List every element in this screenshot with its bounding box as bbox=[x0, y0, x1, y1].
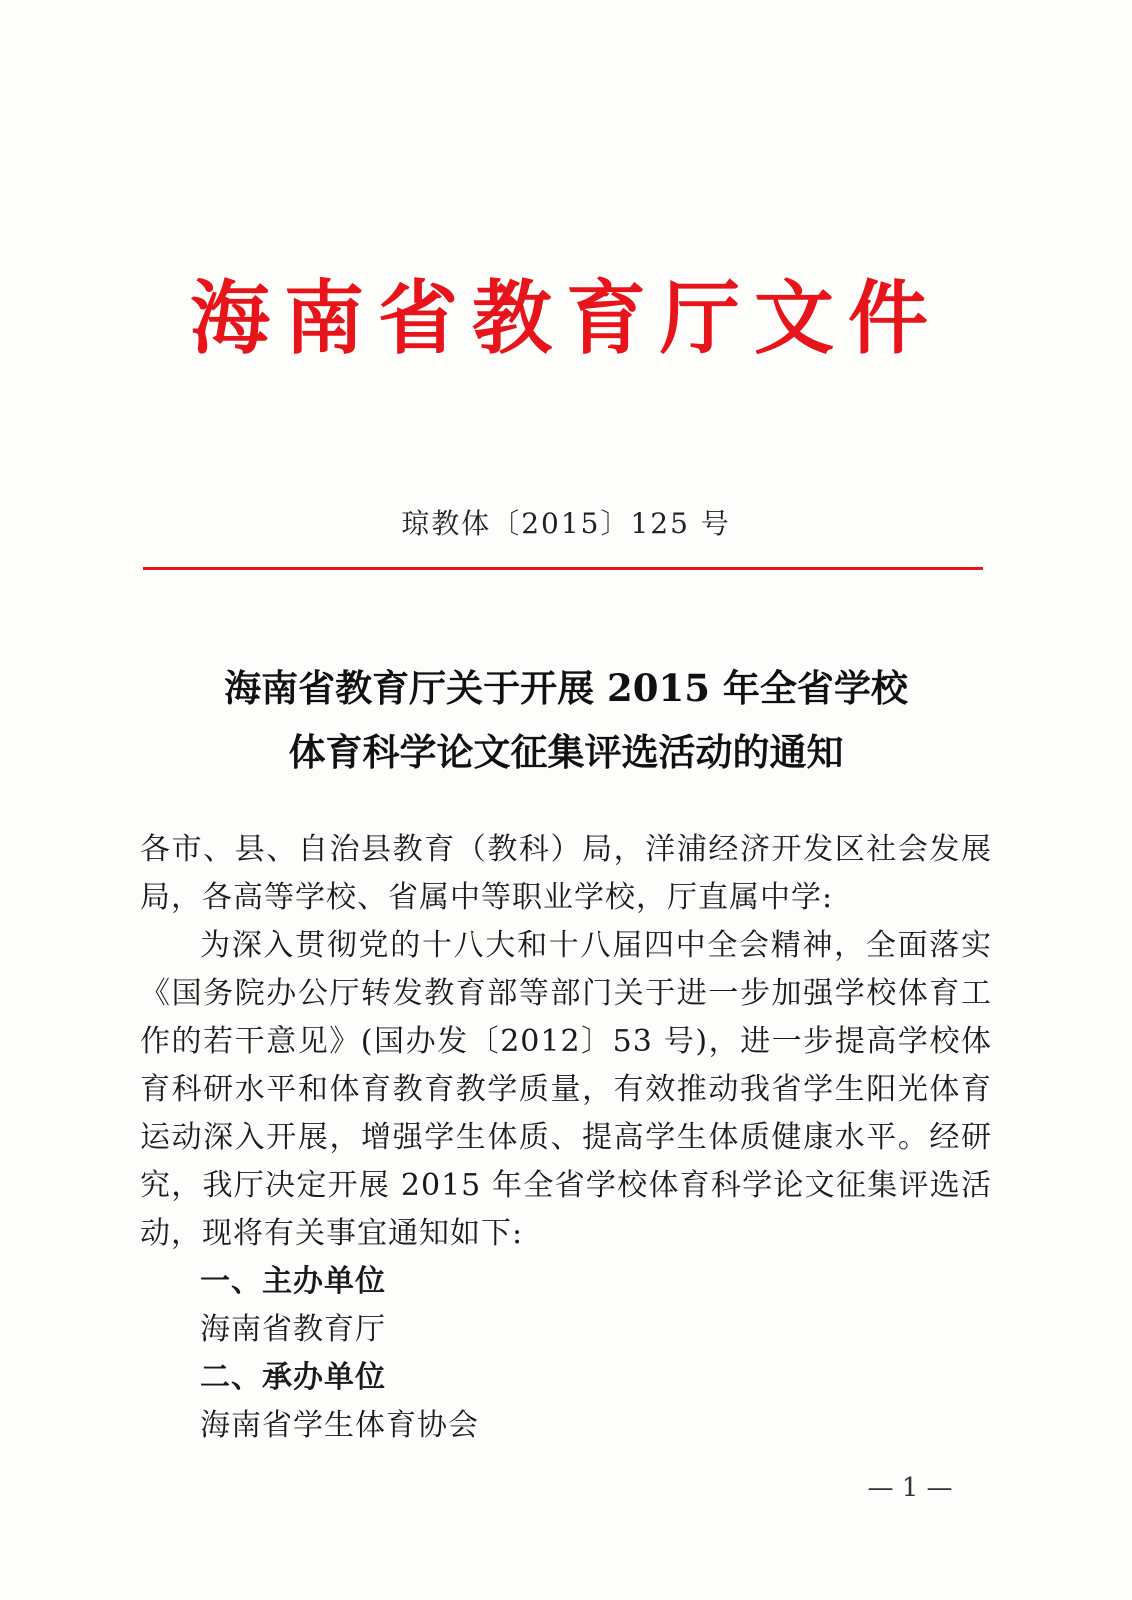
document-masthead: 海南省教育厅文件 bbox=[190, 271, 942, 365]
document-title bbox=[0, 656, 1132, 784]
section-heading-host: 二、承办单位 bbox=[200, 1360, 386, 1395]
recipients-paragraph: 各市、县、自治县教育（教科）局，洋浦经济开发区社会发展局，各高等学校、省属中等职业学校，厅直属中学: bbox=[140, 832, 992, 915]
document-number: 琼教体〔2015〕125 号 bbox=[401, 507, 731, 540]
intro-paragraph: 为深入贯彻党的十八大和十八届四中全会精神，全面落实《国务院办公厅转发教育部等部门关于进一步加强学校体育工作的若干意见》(国办发〔2012〕53 号)，进一步提高学校体育科研水平和体育教育教学质量，有效推动我省学生阳光体育运动深入开展，增强学生体质、提高学生体质健康水平。经研究，我厅决定开展 2015 年全省学校体育科学论文征集评选活动，现将有关事宜通知如下: bbox=[140, 928, 992, 1251]
red-divider-line bbox=[143, 567, 983, 570]
section-content-organizer: 海南省教育厅 bbox=[200, 1312, 386, 1347]
title-line-2: 体育科学论文征集评选活动的通知 bbox=[288, 730, 844, 774]
section-content-host: 海南省学生体育协会 bbox=[200, 1408, 479, 1443]
document-body bbox=[140, 826, 992, 1450]
page-number: — 1 — bbox=[867, 1473, 953, 1503]
section-heading-organizer: 一、主办单位 bbox=[200, 1264, 386, 1299]
title-line-1: 海南省教育厅关于开展 2015 年全省学校 bbox=[224, 666, 908, 710]
